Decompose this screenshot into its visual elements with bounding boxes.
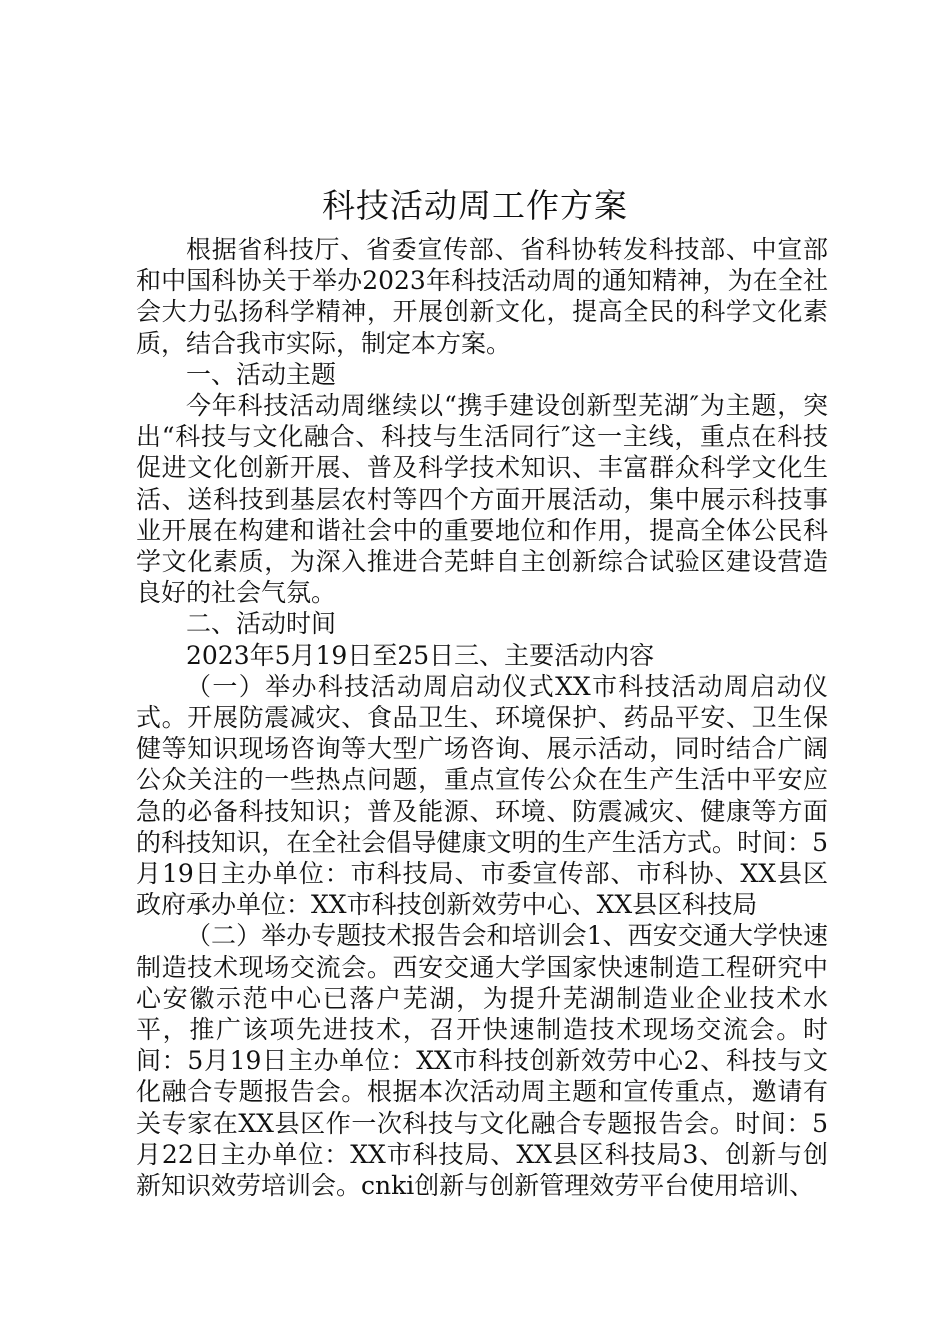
theme-paragraph: 今年科技活动周继续以“携手建设创新型芜湖″为主题，突出“科技与文化融合、科技与生活同行″这一主线，重点在科技促进文化创新开展、普及科学技术知识、丰富群众科学文化生活、送科技到基层农村等四个方面开展活动，集中展示科技事业开展在构建和谐社会中的重要地位和作用，提高全体公民科学文化素质，为深入推进合芜蚌自主创新综合试验区建设营造良好的社会气氛。: [136, 391, 828, 608]
intro-paragraph: 根据省科技厅、省委宣传部、省科协转发科技部、中宣部和中国科协关于举办2023年科技活动周的通知精神，为在全社会大力弘扬科学精神，开展创新文化，提高全民的科学文化素质，结合我市实际，制定本方案。: [136, 235, 828, 358]
activity-paragraph-2: （二）举办专题技术报告会和培训会1、西安交通大学快速制造技术现场交流会。西安交通大学国家快速制造工程研究中心安徽示范中心已落户芜湖，为提升芜湖制造业企业技术水平，推广该项先进技术，召开快速制造技术现场交流会。时间：5月19日主办单位：XX市科技创新效劳中心2、科技与文化融合专题报告会。根据本次活动周主题和宣传重点，邀请有关专家在XX县区作一次科技与文化融合专题报告会。时间：5月22日主办单位：XX市科技局、XX县区科技局3、创新与创新知识效劳培训会。cnki创新与创新管理效劳平台使用培训、: [136, 921, 828, 1201]
document-body: [136, 234, 828, 1201]
document-title: 科技活动周工作方案: [322, 186, 628, 225]
section-heading-time: 二、活动时间: [186, 609, 337, 639]
section-heading-theme: 一、活动主题: [186, 359, 337, 389]
time-paragraph: 2023年5月19日至25日三、主要活动内容: [186, 640, 655, 670]
activity-paragraph-1: （一）举办科技活动周启动仪式XX市科技活动周启动仪式。开展防震减灾、食品卫生、环境保护、药品平安、卫生保健等知识现场咨询等大型广场咨询、展示活动，同时结合广阔公众关注的一些热点问题，重点宣传公众在生产生活中平安应急的必备科技知识；普及能源、环境、防震减灾、健康等方面的科技知识，在全社会倡导健康文明的生产生活方式。时间：5月19日主办单位：市科技局、市委宣传部、市科协、XX县区政府承办单位：XX市科技创新效劳中心、XX县区科技局: [136, 671, 828, 920]
